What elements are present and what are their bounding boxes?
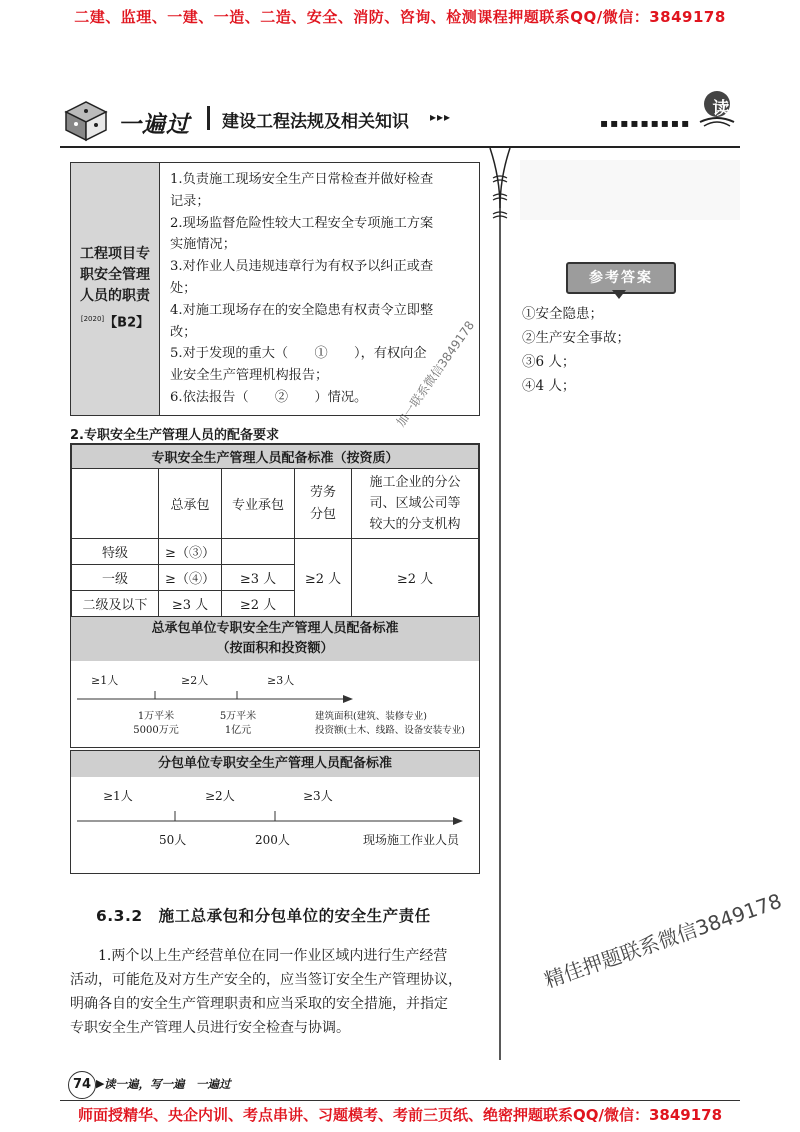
staffing-band-title: 专职安全生产管理人员配备标准（按资质） [72, 445, 479, 469]
answer-list [522, 302, 630, 398]
duty-line: 5.对于发现的重大（ ① ），有权向企 [170, 346, 427, 362]
duty-line: 业安全生产管理机构报告； [170, 368, 329, 384]
branch-value: ≥2 人 [352, 539, 479, 617]
duty-line: 2.现场监督危险性较大工程安全专项施工方案 [170, 215, 434, 231]
col-header-general: 总承包 [159, 469, 222, 539]
general-axis-notes [315, 710, 465, 738]
subcontractor-chart [70, 750, 480, 874]
paragraph-line: 1.两个以上生产经营单位在同一作业区域内进行生产经营 [98, 948, 448, 964]
bottom-banner: 师面授精华、央企内训、考点串讲、习题模考、考前三页纸、绝密押题联系QQ/微信：3849178 [77, 1106, 723, 1124]
badge-pointer-icon [612, 290, 626, 299]
exam-tag [81, 309, 149, 333]
duty-line: 处； [170, 280, 197, 296]
duties-heading-line: 职安全管理 [80, 267, 150, 284]
diagonal-watermark: 精佳押题联系微信3849178 [541, 888, 785, 993]
read-badge-text: 读 [712, 99, 730, 119]
col-header-branch-line: 较大的分支机构 [369, 517, 461, 532]
labor-value: ≥2 人 [295, 539, 352, 617]
general-tick-area: 1万平米 [137, 711, 175, 722]
side-watermark: 加一联系微信3849178 [393, 318, 478, 430]
exam-level: 【B2】 [104, 315, 150, 331]
section-2-title: 2.专职安全生产管理人员的配备要求 [70, 428, 279, 443]
general-tick-label [127, 710, 185, 738]
general-tick-area: 5万平米 [219, 711, 257, 722]
general-axis-note: 建筑面积(建筑、装修专业) [315, 711, 427, 722]
general-level: ≥2人 [181, 674, 209, 687]
general-value: ≥3 人 [159, 591, 222, 617]
duty-line: 4.对施工现场存在的安全隐患有权责令立即整 [170, 302, 434, 318]
duty-line: 实施情况； [170, 237, 236, 253]
footer-rule [60, 1100, 740, 1101]
answer-badge: 参考答案 [566, 262, 676, 294]
duties-heading-line: 人员的职责 [80, 288, 150, 305]
general-level: ≥1人 [91, 674, 119, 687]
bleed-through-area [520, 160, 740, 220]
sub-level: ≥3人 [303, 789, 333, 803]
table-row [72, 539, 479, 565]
col-header-branch-line: 司、区域公司等 [369, 496, 461, 511]
duty-line: 改； [170, 324, 197, 340]
col-header-labor-line: 劳务 [309, 484, 336, 500]
paragraph-line: 明确各自的安全生产管理职责和应当采取的安全措施，并指定 [70, 996, 448, 1012]
sub-tick-label: 200人 [255, 833, 290, 847]
col-header-branch [352, 469, 479, 539]
general-level: ≥3人 [267, 674, 295, 687]
paragraph-line: 专职安全生产管理人员进行安全检查与协调。 [70, 1020, 350, 1036]
general-tick-invest: 1亿元 [224, 725, 252, 736]
answer-item: ③6 人； [522, 354, 576, 370]
general-chart-title-line: 总承包单位专职安全生产管理人员配备标准 [151, 621, 399, 636]
col-header-branch-line: 施工企业的分公 [369, 475, 461, 490]
general-tick-invest: 5000万元 [133, 725, 179, 736]
row-label: 一级 [72, 565, 159, 591]
sub-level: ≥1人 [103, 789, 133, 803]
staffing-table [70, 443, 480, 618]
top-banner: 二建、监理、一建、一造、二造、安全、消防、咨询、检测课程押题联系QQ/微信：3849178 [74, 8, 726, 26]
sub-level: ≥2人 [205, 789, 235, 803]
page-arrow-icon: ▶ [96, 1077, 105, 1090]
answer-item: ①安全隐患； [522, 306, 603, 322]
paragraph-line: 活动，可能危及对方生产安全的，应当签订安全生产管理协议， [70, 972, 462, 988]
special-value: ≥3 人 [222, 565, 295, 591]
col-header-labor [295, 469, 352, 539]
answer-item: ②生产安全事故； [522, 330, 630, 346]
duty-line: 3.对作业人员违规违章行为有权予以纠正或查 [170, 259, 434, 275]
book-subtitle: 建设工程法规及相关知识 [222, 112, 409, 132]
sub-chart-title: 分包单位专职安全生产管理人员配备标准 [71, 751, 479, 777]
duty-line: 1.负责施工现场安全生产日常检查并做好检查 [170, 172, 434, 187]
special-value: ≥2 人 [222, 591, 295, 617]
header-rule [60, 146, 740, 148]
special-value [222, 539, 295, 565]
sub-axis-note: 现场施工作业人员 [363, 833, 460, 847]
sub-tick-label: 50人 [159, 833, 187, 847]
answer-item: ④4 人； [522, 378, 576, 394]
header-blank-cell [72, 469, 159, 539]
col-header-labor-line: 分包 [309, 506, 336, 522]
dice-logo-icon [60, 98, 112, 142]
duties-heading [71, 163, 160, 415]
footer-slogan: 读一遍，写一遍 一遍过 [104, 1077, 231, 1091]
header-arrows: ▸▸▸ [430, 110, 452, 124]
duties-table [70, 162, 480, 416]
col-header-special: 专业承包 [222, 469, 295, 539]
general-chart-title [71, 617, 479, 661]
page-number: 74 [68, 1071, 96, 1099]
general-contractor-chart [70, 616, 480, 748]
general-tick-label [209, 710, 267, 738]
row-label: 特级 [72, 539, 159, 565]
body-paragraph [70, 944, 480, 1040]
section-heading: 6.3.2 施工总承包和分包单位的安全生产责任 [96, 907, 431, 925]
general-axis-note: 投资额(土木、线路、设备安装专业) [315, 725, 465, 736]
duty-line: 记录； [170, 193, 210, 209]
header-dots: ▪▪▪▪▪▪▪▪▪ [600, 116, 692, 130]
duties-heading-line: 工程项目专 [80, 246, 150, 263]
general-value: ≥（③） [159, 539, 222, 565]
duty-line: 6.依法报告（ ② ）情况。 [170, 389, 368, 405]
row-label: 二级及以下 [72, 591, 159, 617]
header-divider [207, 106, 210, 130]
brand-logo-text: 一遍过 [118, 112, 190, 138]
general-value: ≥（④） [159, 565, 222, 591]
exam-year: [2020] [80, 315, 105, 324]
general-chart-title-line: （按面积和投资额） [216, 641, 334, 656]
